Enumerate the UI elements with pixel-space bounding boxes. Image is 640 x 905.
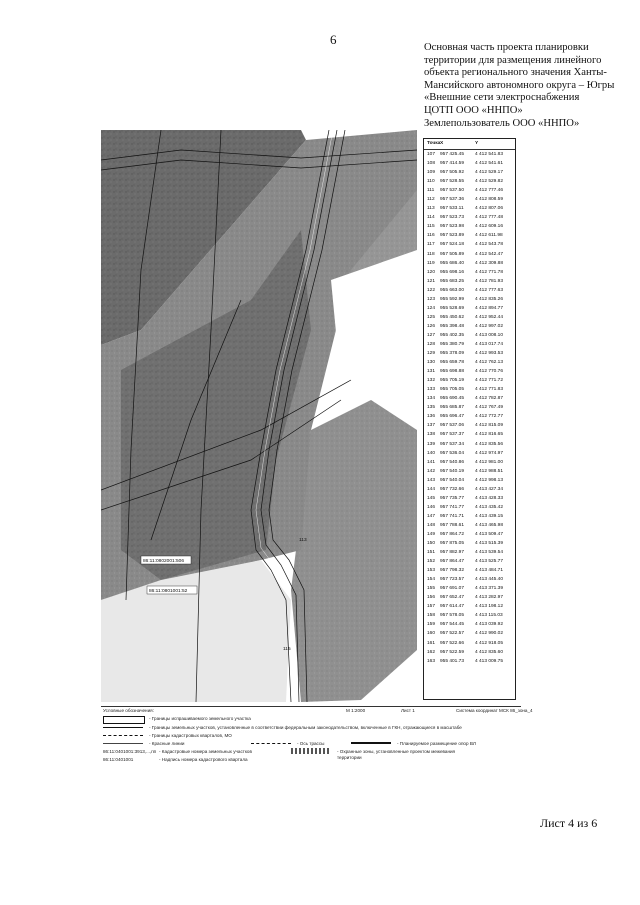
- table-header: [424, 139, 515, 150]
- table-row: [424, 449, 515, 458]
- table-row: [424, 476, 515, 485]
- point-cell: 124: [427, 305, 436, 311]
- table-row: [424, 629, 515, 638]
- point-cell: 118: [427, 251, 435, 257]
- y-cell: 4 412 772.77: [475, 414, 504, 420]
- x-cell: 957 537.37: [440, 432, 465, 438]
- point-cell: 137: [427, 423, 436, 429]
- legend-item: - Кадастровые номера земельных участков: [159, 749, 252, 754]
- point-cell: 120: [427, 269, 436, 275]
- legend-sheet: Лист 1: [401, 708, 415, 713]
- x-cell: 957 425.45: [440, 152, 465, 157]
- table-row: [424, 349, 515, 358]
- x-cell: 955 705.05: [440, 387, 465, 393]
- x-cell: 957 723.57: [440, 577, 465, 583]
- legend-symbol: [103, 716, 145, 724]
- x-cell: 957 735.77: [440, 495, 465, 501]
- point-cell: 113: [427, 206, 435, 212]
- x-cell: 955 401.73: [440, 658, 465, 664]
- x-cell: 957 523.89: [440, 233, 465, 239]
- table-row: [424, 440, 515, 449]
- point-cell: 163: [427, 658, 436, 664]
- table-row: [424, 530, 515, 539]
- x-cell: 957 788.61: [440, 522, 465, 528]
- y-cell: 4 412 541.83: [475, 152, 504, 157]
- legend-sample: 86:11:0401001:3913,...,пп: [103, 749, 157, 754]
- y-cell: 4 412 816.65: [475, 432, 504, 438]
- y-cell: 4 413 484.71: [475, 568, 504, 574]
- table-row: [424, 512, 515, 521]
- y-cell: 4 412 918.05: [475, 640, 504, 646]
- y-cell: 4 412 771.72: [475, 378, 504, 384]
- terrain-area: [291, 400, 417, 702]
- point-cell: 152: [427, 559, 436, 565]
- table-row: [424, 150, 515, 159]
- legend-symbol: [251, 743, 291, 744]
- y-cell: 4 413 445.40: [475, 577, 504, 583]
- table-row: [424, 385, 515, 394]
- table-row: [424, 648, 515, 657]
- sheet-footer: Лист 4 из 6: [540, 816, 598, 830]
- document-header: [424, 42, 634, 130]
- point-cell: 109: [427, 170, 436, 176]
- table-row: [424, 367, 515, 376]
- y-cell: 4 412 542.47: [475, 251, 504, 257]
- point-cell: 127: [427, 332, 436, 338]
- point-cell: 156: [427, 595, 436, 601]
- y-cell: 4 412 771.78: [475, 269, 504, 275]
- point-cell: 147: [427, 513, 436, 519]
- x-cell: 955 663.00: [440, 287, 465, 293]
- point-cell: 121: [427, 278, 436, 284]
- point-cell: 138: [427, 432, 436, 438]
- y-cell: 4 412 771.83: [475, 387, 504, 393]
- table-row: [424, 358, 515, 367]
- point-cell: 160: [427, 631, 436, 637]
- legend-item: - Ось трассы: [297, 741, 325, 746]
- x-cell: 955 398.48: [440, 323, 465, 329]
- point-cell: 157: [427, 604, 436, 610]
- table-row: [424, 602, 515, 611]
- point-cell: 135: [427, 405, 436, 411]
- table-row: [424, 467, 515, 476]
- y-cell: 4 412 815.09: [475, 423, 504, 429]
- x-cell: 957 537.34: [440, 441, 465, 447]
- y-cell: 4 413 427.34: [475, 486, 504, 492]
- x-cell: 957 741.77: [440, 504, 465, 510]
- table-row: [424, 485, 515, 494]
- legend-item: - Красные линии: [149, 741, 185, 746]
- y-cell: 4 412 767.49: [475, 405, 504, 411]
- map-point-label: 113: [299, 538, 307, 543]
- y-cell: 4 412 952.44: [475, 314, 504, 320]
- x-cell: 955 528.69: [440, 305, 465, 311]
- table-row: [424, 611, 515, 620]
- x-cell: 957 505.92: [440, 170, 465, 176]
- table-row: [424, 331, 515, 340]
- point-cell: 110: [427, 179, 435, 185]
- x-cell: 957 540.86: [440, 459, 465, 465]
- point-cell: 151: [427, 550, 436, 556]
- table-row: [424, 168, 515, 177]
- point-cell: 123: [427, 296, 436, 302]
- y-cell: 4 413 509.47: [475, 531, 504, 537]
- x-cell: 957 522.66: [440, 640, 465, 646]
- y-cell: 4 412 894.77: [475, 305, 504, 311]
- point-cell: 131: [427, 369, 436, 375]
- y-cell: 4 413 115.03: [475, 613, 503, 619]
- x-cell: 957 741.71: [440, 513, 465, 519]
- table-row: [424, 250, 515, 259]
- x-cell: 957 524.18: [440, 242, 465, 248]
- table-row: [424, 240, 515, 249]
- header-line: Основная часть проекта планировки: [424, 42, 589, 53]
- x-cell: 957 522.57: [440, 631, 465, 637]
- table-row: [424, 231, 515, 240]
- y-cell: 4 413 017.74: [475, 341, 504, 347]
- point-cell: 128: [427, 341, 436, 347]
- col-point: Точка: [427, 141, 441, 146]
- x-cell: 957 414.59: [440, 161, 465, 167]
- x-cell: 957 732.66: [440, 486, 465, 492]
- y-cell: 4 413 198.12: [475, 604, 504, 610]
- y-cell: 4 412 808.59: [475, 197, 504, 203]
- legend-title: Условные обозначения:: [103, 708, 154, 713]
- point-cell: 161: [427, 640, 436, 646]
- table-row: [424, 159, 515, 168]
- point-cell: 144: [427, 486, 436, 492]
- x-cell: 955 690.45: [440, 396, 465, 402]
- table-row: [424, 421, 515, 430]
- table-row: [424, 494, 515, 503]
- y-cell: 4 412 782.87: [475, 396, 504, 402]
- point-cell: 130: [427, 360, 436, 366]
- legend-coord-system: Система координат МСК 86_зона_4: [456, 708, 533, 713]
- table-row: [424, 503, 515, 512]
- legend-item: - Охранные зоны, установленные проектом межевания территории: [337, 749, 456, 760]
- table-row: [424, 376, 515, 385]
- point-cell: 134: [427, 396, 436, 402]
- legend-item: - Границы испрашиваемого земельного участка: [149, 716, 251, 721]
- x-cell: 957 537.06: [440, 423, 465, 429]
- point-cell: 122: [427, 287, 436, 293]
- table-row: [424, 340, 515, 349]
- y-cell: 4 412 988.51: [475, 468, 504, 474]
- point-cell: 107: [427, 152, 436, 157]
- table-row: [424, 557, 515, 566]
- x-cell: 957 544.45: [440, 622, 465, 628]
- y-cell: 4 413 439.15: [475, 513, 504, 519]
- table-row: [424, 403, 515, 412]
- y-cell: 4 412 835.26: [475, 296, 504, 302]
- table-body: [424, 150, 515, 666]
- y-cell: 4 412 529.17: [475, 170, 504, 176]
- table-row: [424, 458, 515, 467]
- x-cell: 957 540.19: [440, 468, 465, 474]
- x-cell: 957 875.05: [440, 541, 465, 547]
- x-cell: 955 705.19: [440, 378, 465, 384]
- table-row: [424, 295, 515, 304]
- x-cell: 955 450.62: [440, 314, 465, 320]
- table-row: [424, 322, 515, 331]
- point-cell: 146: [427, 504, 436, 510]
- y-cell: 4 413 539.54: [475, 550, 504, 556]
- y-cell: 4 412 777.48: [475, 215, 504, 221]
- legend-item: - Надпись номера кадастрового квартала: [159, 757, 248, 762]
- y-cell: 4 412 529.82: [475, 179, 504, 185]
- point-cell: 158: [427, 613, 436, 619]
- x-cell: 957 652.47: [440, 595, 465, 601]
- point-cell: 159: [427, 622, 436, 628]
- y-cell: 4 412 309.88: [475, 260, 504, 266]
- point-cell: 133: [427, 387, 436, 393]
- point-cell: 145: [427, 495, 436, 501]
- table-row: [424, 394, 515, 403]
- coordinates-table: [423, 138, 516, 700]
- legend-symbol: [351, 742, 391, 744]
- legend-symbol: [291, 748, 331, 754]
- point-cell: 142: [427, 468, 436, 474]
- legend-item: - Планируемое размещение опор ВЛ: [397, 741, 476, 746]
- y-cell: 4 412 835.56: [475, 441, 504, 447]
- point-cell: 114: [427, 215, 435, 221]
- x-cell: 957 578.05: [440, 613, 465, 619]
- table-row: [424, 304, 515, 313]
- y-cell: 4 412 807.06: [475, 206, 504, 212]
- map-label-cad: 86:11:0802001:506: [143, 559, 184, 564]
- table-row: [424, 177, 515, 186]
- x-cell: 955 380.79: [440, 341, 465, 347]
- legend-sample: 86:11:0401001: [103, 757, 134, 762]
- x-cell: 957 614.47: [440, 604, 465, 610]
- x-cell: 957 528.55: [440, 179, 465, 185]
- col-y: Y: [475, 141, 479, 146]
- y-cell: 4 412 974.97: [475, 450, 504, 456]
- x-cell: 955 659.78: [440, 360, 465, 366]
- table-row: [424, 277, 515, 286]
- legend: [101, 706, 533, 770]
- y-cell: 4 413 008.10: [475, 332, 504, 338]
- point-cell: 116: [427, 233, 435, 239]
- y-cell: 4 412 541.61: [475, 161, 504, 167]
- x-cell: 955 683.25: [440, 278, 465, 284]
- y-cell: 4 413 282.97: [475, 595, 504, 601]
- table-row: [424, 213, 515, 222]
- x-cell: 955 698.88: [440, 369, 465, 375]
- legend-symbol: [103, 727, 143, 728]
- header-line: объекта регионального значения Ханты-: [424, 67, 607, 79]
- y-cell: 4 412 835.60: [475, 649, 504, 655]
- x-cell: 957 882.97: [440, 550, 465, 556]
- point-cell: 126: [427, 323, 436, 329]
- y-cell: 4 413 465.98: [475, 522, 504, 528]
- map-point-label: 115: [283, 647, 291, 652]
- point-cell: 149: [427, 531, 436, 537]
- x-cell: 955 592.99: [440, 296, 465, 302]
- table-row: [424, 268, 515, 277]
- legend-symbol: [103, 743, 143, 744]
- x-cell: 955 698.16: [440, 269, 465, 275]
- y-cell: 4 412 611.98: [475, 233, 503, 239]
- table-row: [424, 620, 515, 629]
- y-cell: 4 412 777.46: [475, 188, 504, 194]
- x-cell: 957 864.47: [440, 559, 465, 565]
- y-cell: 4 412 981.00: [475, 459, 504, 465]
- point-cell: 153: [427, 568, 436, 574]
- point-cell: 150: [427, 541, 436, 547]
- map-label-cad: 86:11:0801001:52: [149, 589, 188, 594]
- header-line: ЦОТП ООО «ННПО»: [424, 104, 523, 116]
- x-cell: 955 696.47: [440, 414, 465, 420]
- header-line: Мансийского автономного округа – Югры: [424, 79, 615, 91]
- point-cell: 115: [427, 224, 435, 230]
- y-cell: 4 412 997.02: [475, 323, 504, 329]
- point-cell: 139: [427, 441, 436, 447]
- x-cell: 957 540.04: [440, 477, 465, 483]
- point-cell: 129: [427, 351, 436, 357]
- x-cell: 955 686.40: [440, 260, 465, 266]
- col-x: X: [440, 141, 444, 146]
- point-cell: 140: [427, 450, 436, 456]
- y-cell: 4 412 777.63: [475, 287, 504, 293]
- x-cell: 955 402.35: [440, 332, 465, 338]
- x-cell: 957 523.98: [440, 224, 465, 230]
- table-row: [424, 195, 515, 204]
- point-cell: 155: [427, 586, 436, 592]
- x-cell: 957 536.04: [440, 450, 465, 456]
- table-row: [424, 584, 515, 593]
- planning-map: [101, 130, 417, 702]
- point-cell: 148: [427, 522, 436, 528]
- y-cell: 4 412 781.93: [475, 278, 504, 284]
- x-cell: 957 522.59: [440, 649, 465, 655]
- table-row: [424, 575, 515, 584]
- x-cell: 957 537.36: [440, 197, 465, 203]
- table-row: [424, 286, 515, 295]
- table-row: [424, 548, 515, 557]
- page-number: 6: [330, 32, 337, 47]
- x-cell: 955 378.09: [440, 351, 465, 357]
- point-cell: 154: [427, 577, 436, 583]
- y-cell: 4 413 515.39: [475, 541, 504, 547]
- x-cell: 955 685.87: [440, 405, 465, 411]
- x-cell: 957 505.89: [440, 251, 465, 257]
- table-row: [424, 259, 515, 268]
- table-row: [424, 521, 515, 530]
- table-row: [424, 566, 515, 575]
- header-line: «Внешние сети электроснабжения: [424, 92, 580, 104]
- point-cell: 108: [427, 161, 436, 167]
- table-row: [424, 639, 515, 648]
- y-cell: 4 412 762.13: [475, 360, 504, 366]
- table-row: [424, 430, 515, 439]
- point-cell: 162: [427, 649, 436, 655]
- x-cell: 957 798.32: [440, 568, 465, 574]
- point-cell: 141: [427, 459, 436, 465]
- table-row: [424, 186, 515, 195]
- table-row: [424, 222, 515, 231]
- point-cell: 119: [427, 260, 435, 266]
- legend-item: - Границы кадастровых кварталов, МО: [149, 733, 232, 738]
- point-cell: 117: [427, 242, 435, 248]
- legend-scale: М 1:2000: [346, 708, 366, 713]
- table-row: [424, 204, 515, 213]
- point-cell: 111: [427, 188, 435, 194]
- header-line: Землепользователь ООО «ННПО»: [424, 117, 580, 129]
- y-cell: 4 412 609.16: [475, 224, 504, 230]
- legend-symbol: [103, 735, 143, 736]
- y-cell: 4 413 009.75: [475, 658, 504, 664]
- point-cell: 125: [427, 314, 436, 320]
- y-cell: 4 413 525.77: [475, 559, 504, 565]
- point-cell: 143: [427, 477, 436, 483]
- x-cell: 957 864.72: [440, 531, 465, 537]
- point-cell: 132: [427, 378, 436, 384]
- table-row: [424, 539, 515, 548]
- y-cell: 4 413 428.33: [475, 495, 504, 501]
- table-row: [424, 313, 515, 322]
- point-cell: 136: [427, 414, 436, 420]
- y-cell: 4 413 371.39: [475, 586, 504, 592]
- table-row: [424, 412, 515, 421]
- table-row: [424, 657, 515, 666]
- y-cell: 4 412 990.02: [475, 631, 504, 637]
- y-cell: 4 412 998.13: [475, 477, 504, 483]
- legend-item: - Границы земельных участков, установленные в соответствии федеральным законодательством, включенные в ГКН, отражающиеся в масштабе: [149, 725, 462, 730]
- x-cell: 957 537.50: [440, 188, 465, 194]
- y-cell: 4 412 993.53: [475, 351, 504, 357]
- header-line: территории для размещения линейного: [424, 54, 602, 66]
- y-cell: 4 413 435.42: [475, 504, 504, 510]
- point-cell: 112: [427, 197, 435, 203]
- y-cell: 4 412 543.78: [475, 242, 504, 248]
- x-cell: 957 691.07: [440, 586, 465, 592]
- x-cell: 957 523.73: [440, 215, 465, 221]
- x-cell: 957 533.11: [440, 206, 464, 212]
- y-cell: 4 412 770.76: [475, 369, 504, 375]
- y-cell: 4 413 039.92: [475, 622, 504, 628]
- table-row: [424, 593, 515, 602]
